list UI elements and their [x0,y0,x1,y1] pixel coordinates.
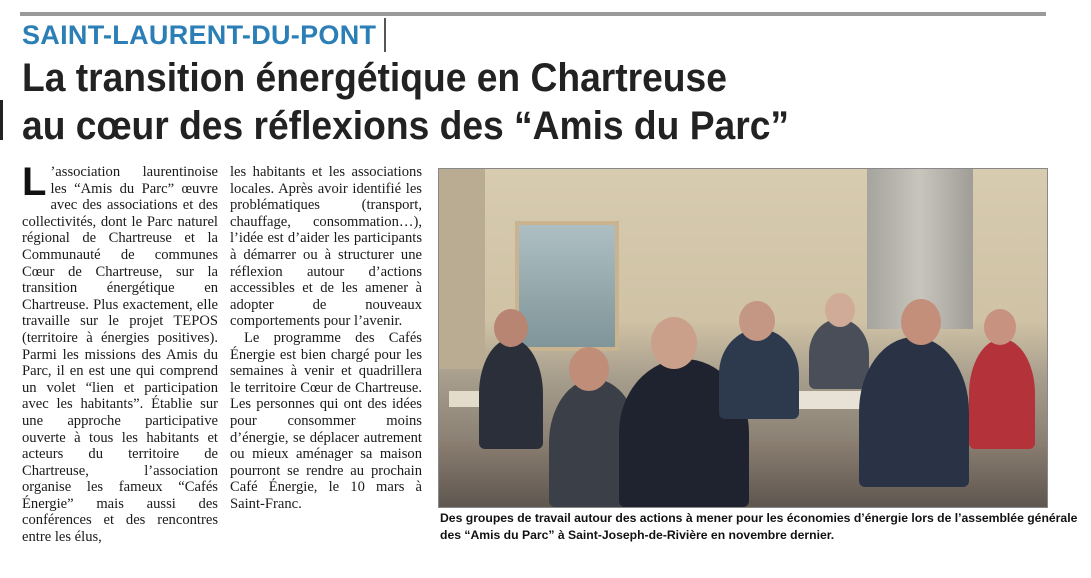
location-kicker: SAINT-LAURENT-DU-PONT [22,18,386,52]
body-column-1 [22,160,218,546]
body-paragraph-3: Le programme des Cafés Énergie est bien chargé pour les semaines à venir et quadrillera le territoire Cœur de Chartreuse. Les personnes qui ont des idées pour consommer moins d’énergie, se déplacer autrement ou mieux aménager sa maison pourront se rendre au prochain Café Énergie, le 10 mars à Saint-Franc. [230,329,422,512]
window-shape [515,221,619,351]
headline-line-1: La transition énergétique en Chartreuse [22,56,727,100]
body-paragraph-2: les habitants et les associations locales. Après avoir identifié les problématiques (transport, chauffage, consommation…), l’idée est d’aider les participants à démarrer ou à structurer une réflexion autour d’actions accessibles et de les amener à adopter de nouveaux comportements pour l’avenir. [230,164,422,330]
article-headline [22,54,1052,150]
body-paragraph-1 [22,160,218,546]
meeting-photo [438,168,1048,508]
page-edge-marker [0,100,3,140]
headline-line-2: au cœur des réflexions des “Amis du Parc” [22,104,789,148]
caption-line-2: des “Amis du Parc” à Saint-Joseph-de-Rivière en novembre dernier. [440,528,835,542]
body-column-2 [230,164,422,512]
drop-cap: L [22,160,47,204]
caption-line-1: Des groupes de travail autour des actions à mener pour les économies d’énergie lors de l’assemblée générale [440,511,1078,525]
photo-caption [440,510,1078,544]
section-rule [20,12,1046,16]
body-text-col1: ’association laurentinoise les “Amis du Parc” œuvre avec des associations et des collectivités, dont le Parc naturel régional de Chartreuse et la Communauté de communes Cœur de Chartreuse, sur la transition énergétique en Chartreuse. Plus exactement, elle travaille sur le projet TEPOS (territoire à énergies positives). Parmi les missions des Amis du Parc, il en est une qui comprend un volet “lien et participation avec les habitants”. Établie sur une approche participative ouverte à tous les habitants et acteurs du territoire de Chartreuse, l’association organise les fameux “Cafés Énergie” mais aussi des conférences et des rencontres entre les élus, [22,164,218,546]
